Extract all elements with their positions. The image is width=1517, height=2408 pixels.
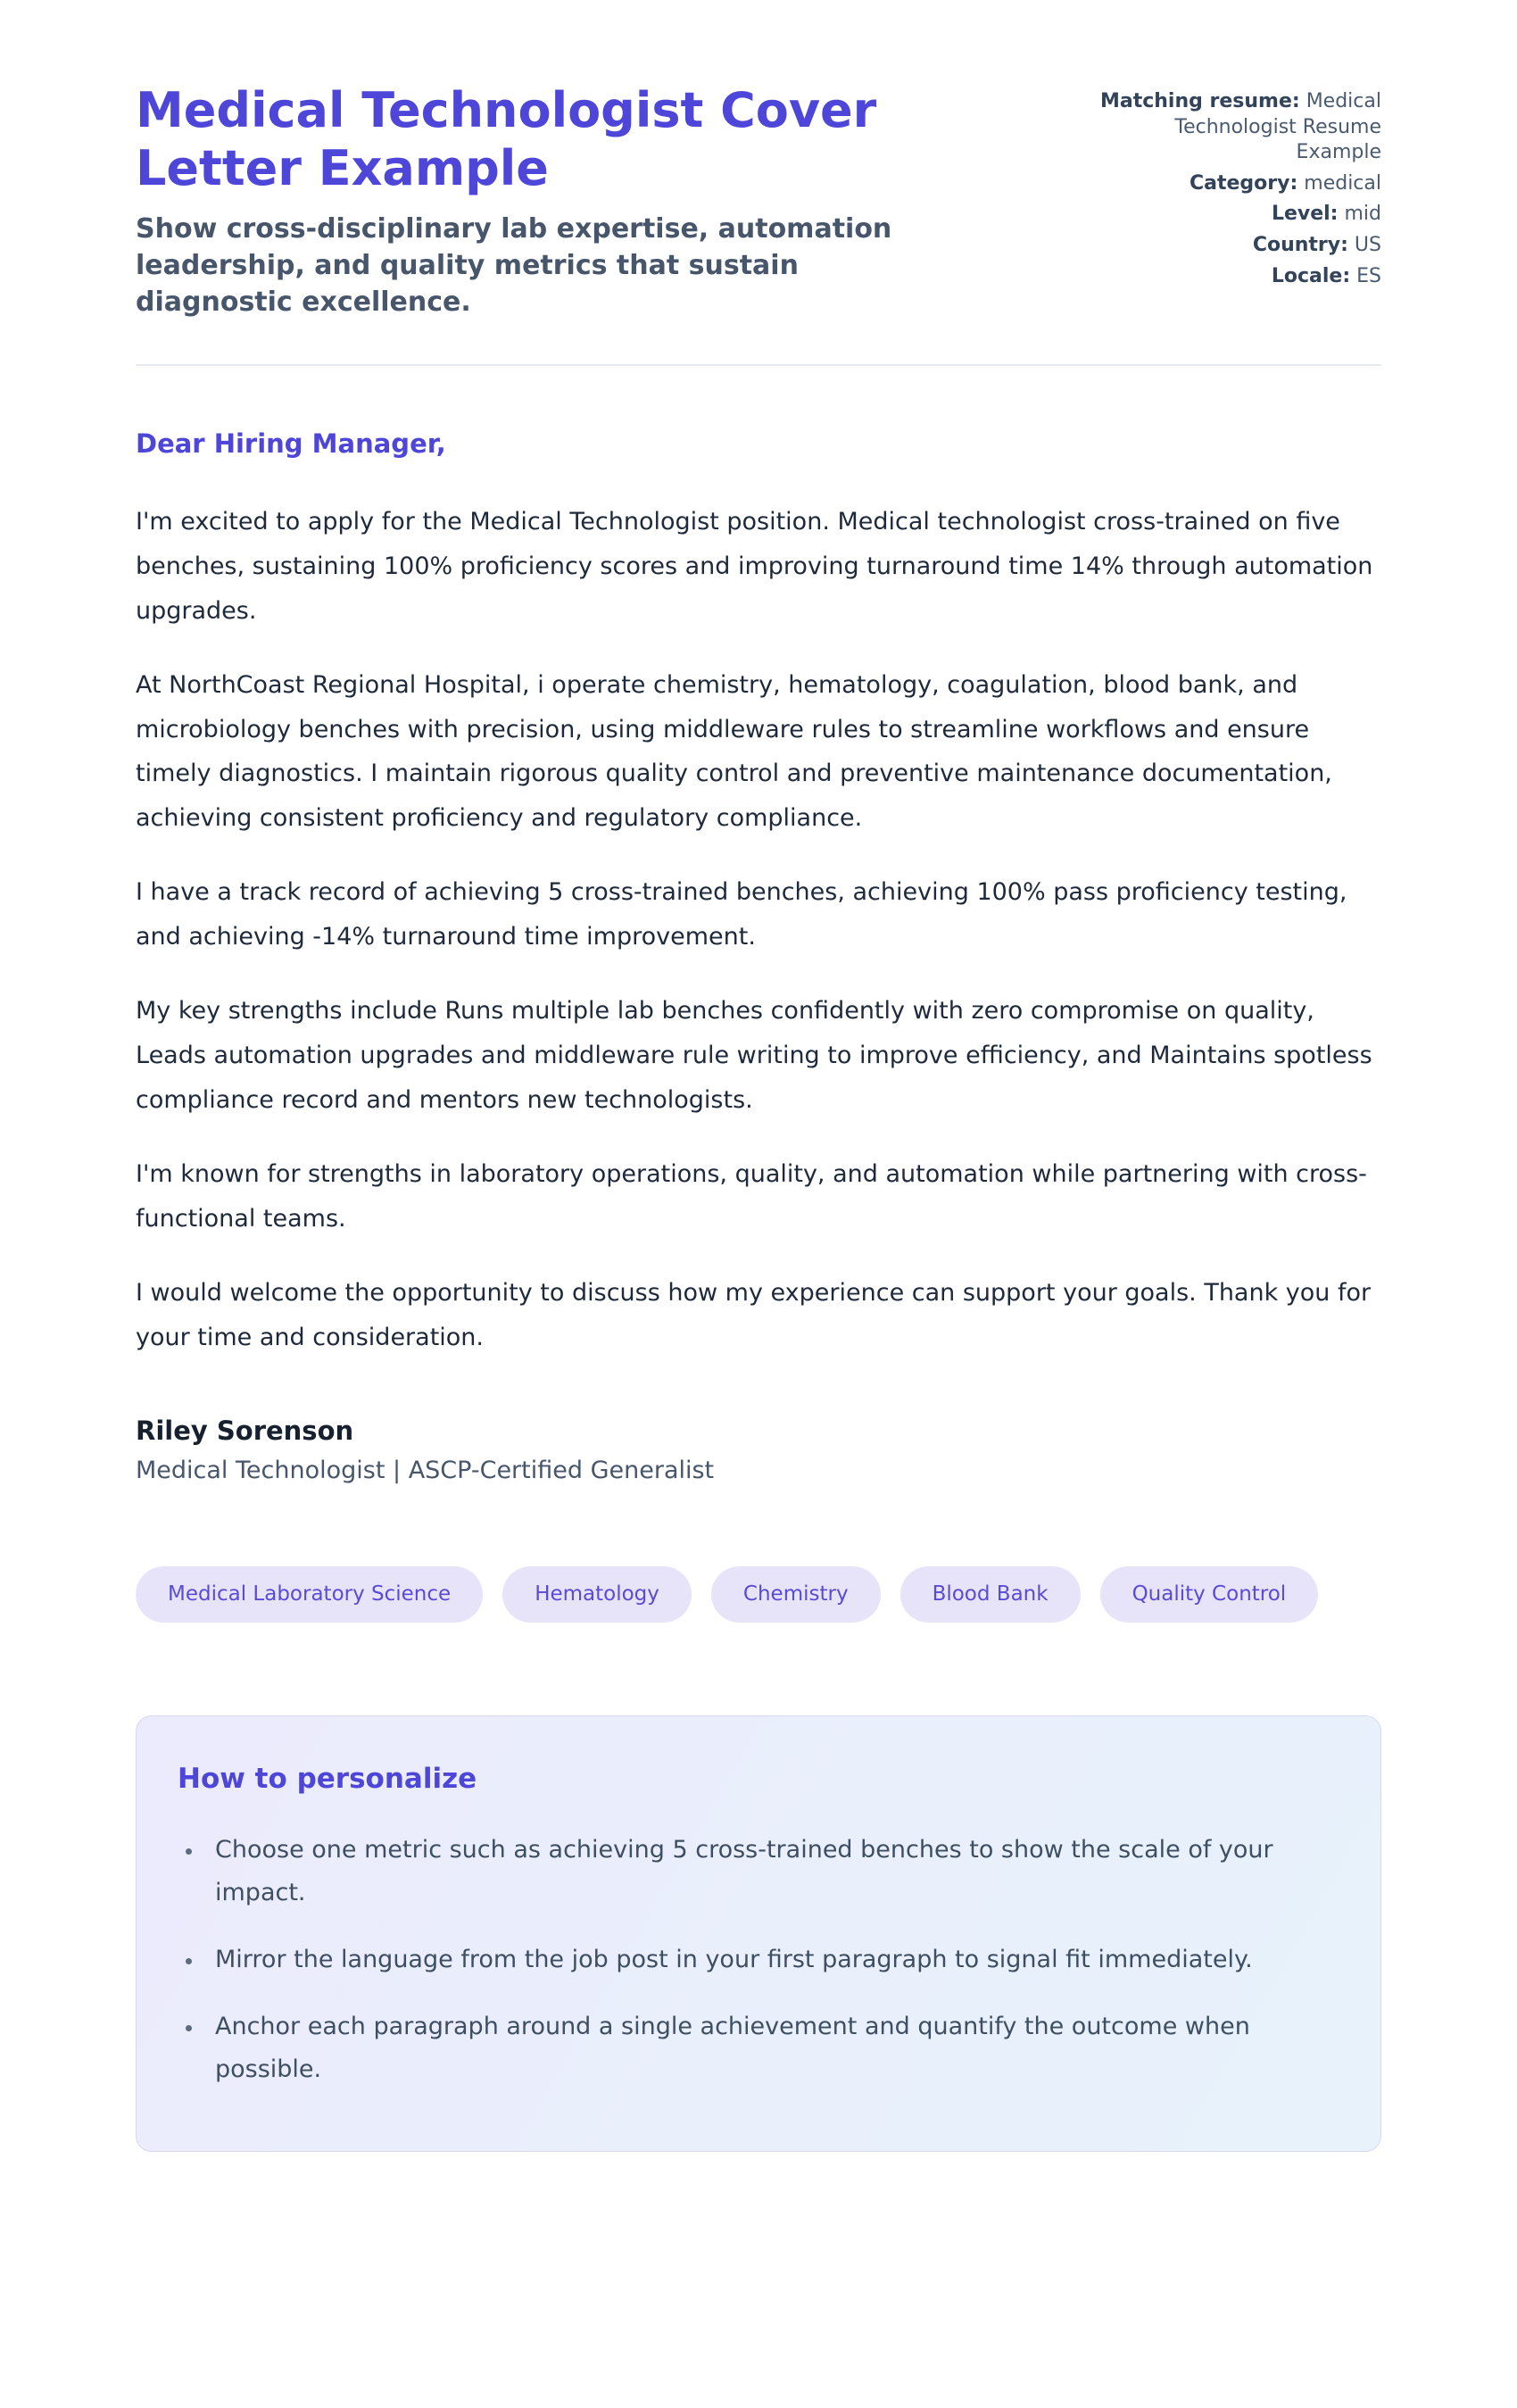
meta-category xyxy=(1096,171,1381,197)
meta-level-label: Level: xyxy=(1271,203,1339,226)
tip-item: • Choose one metric such as achieving 5 cross-trained benches to show the scale of your impact. xyxy=(204,1829,1339,1915)
meta-category-value: medical xyxy=(1304,171,1381,195)
header-divider xyxy=(136,364,1381,366)
tag-medical-laboratory-science[interactable]: Medical Laboratory Science xyxy=(136,1566,483,1623)
tips-list xyxy=(178,1829,1339,2092)
letter-paragraph: My key strengths include Runs multiple lab benches confidently with zero compromise on quality, Leads automation upgrades and middleware rule writing to improve efficiency, and Maintains spotless compliance record and mentors new technologists. xyxy=(136,997,1372,1115)
meta-country xyxy=(1096,233,1381,259)
meta-matching-resume-value: Medical Technologist Resume Example xyxy=(1174,90,1381,164)
page-header xyxy=(136,82,1381,321)
page-title: Medical Technologist Cover Letter Example xyxy=(136,82,877,196)
meta-matching-resume xyxy=(1096,89,1381,166)
letter-salutation: Dear Hiring Manager, xyxy=(136,428,446,459)
letter-paragraph: At NorthCoast Regional Hospital, i operate chemistry, hematology, coagulation, blood bank, and microbiology benches with precision, using middleware rules to streamline workflows and ensure timely diagnostics. I maintain rigorous quality control and preventive maintenance documentation, achieving consistent proficiency and regulatory compliance. xyxy=(136,670,1332,833)
tip-item: • Mirror the language from the job post in your first paragraph to signal fit immediately. xyxy=(204,1939,1339,1982)
meta-country-label: Country: xyxy=(1252,233,1348,256)
signature-name: Riley Sorenson xyxy=(136,1415,354,1446)
letter-paragraph: I'm known for strengths in laboratory operations, quality, and automation while partnering with cross-functional teams. xyxy=(136,1160,1367,1233)
resume-meta-block xyxy=(1096,82,1381,295)
meta-locale-value: ES xyxy=(1356,264,1381,287)
meta-locale-label: Locale: xyxy=(1271,264,1351,287)
signature-role: Medical Technologist | ASCP-Certified Generalist xyxy=(136,1456,715,1484)
letter-paragraph: I have a track record of achieving 5 cross-trained benches, achieving 100% pass proficiency testing, and achieving -14% turnaround time improvement. xyxy=(136,878,1347,951)
meta-level xyxy=(1096,202,1381,228)
tag-blood-bank[interactable]: Blood Bank xyxy=(900,1566,1081,1623)
tip-item: • Anchor each paragraph around a single achievement and quantify the outcome when possible. xyxy=(204,2005,1339,2092)
letter-paragraph: I would welcome the opportunity to discuss how my experience can support your goals. Thank you for your time and consideration. xyxy=(136,1278,1372,1351)
tag-hematology[interactable]: Hematology xyxy=(502,1566,692,1623)
tag-chemistry[interactable]: Chemistry xyxy=(711,1566,881,1623)
meta-locale xyxy=(1096,264,1381,290)
letter-body xyxy=(136,500,1381,1360)
meta-level-value: mid xyxy=(1344,203,1381,226)
letter-signature xyxy=(136,1416,1381,1484)
how-to-personalize-box xyxy=(136,1715,1381,2152)
header-title-block xyxy=(136,82,1037,321)
tag-quality-control[interactable]: Quality Control xyxy=(1100,1566,1319,1623)
meta-country-value: US xyxy=(1354,233,1381,256)
keyword-tags xyxy=(136,1566,1381,1623)
letter-paragraph: I'm excited to apply for the Medical Technologist position. Medical technologist cross-trained on five benches, sustaining 100% proficiency scores and improving turnaround time 14% through automation upgrades. xyxy=(136,507,1373,625)
tips-title: How to personalize xyxy=(178,1762,477,1795)
meta-matching-resume-label: Matching resume: xyxy=(1099,90,1300,112)
meta-category-label: Category: xyxy=(1189,171,1298,195)
page-subtitle: Show cross-disciplinary lab expertise, automation leadership, and quality metrics that sustain diagnostic excellence. xyxy=(136,212,892,319)
